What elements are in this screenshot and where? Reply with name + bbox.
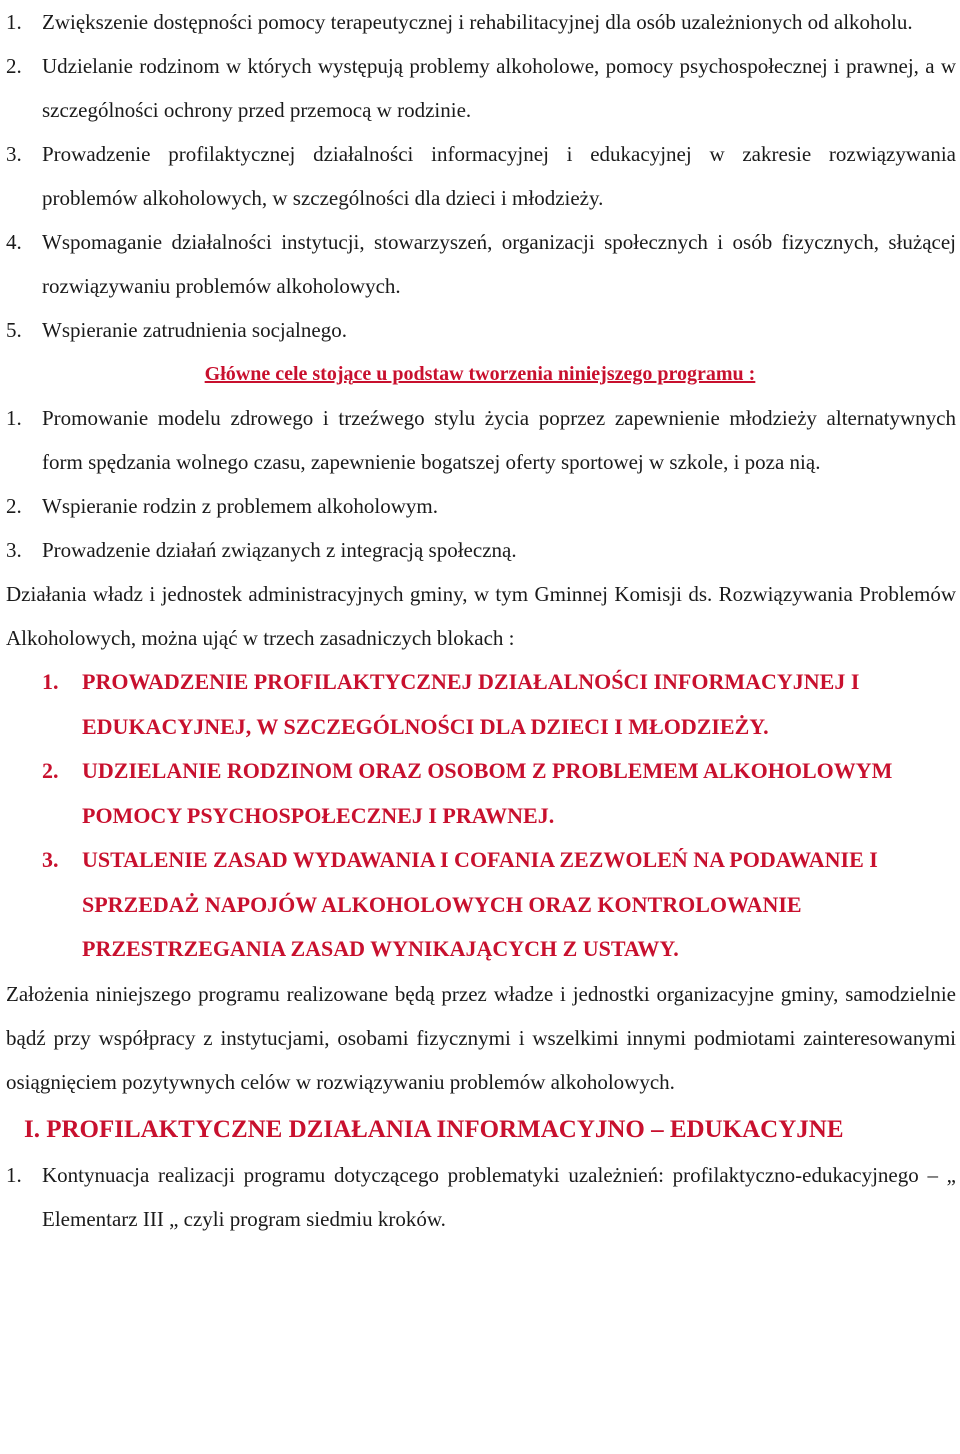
item-text: Wspieranie zatrudnienia socjalnego. [42, 318, 347, 342]
block-item [0, 838, 960, 972]
top-list [0, 0, 960, 352]
item-text: Prowadzenie działań związanych z integracją społeczną. [42, 538, 517, 562]
intro-paragraph: Działania władz i jednostek administracyjnych gminy, w tym Gminnej Komisji ds. Rozwiązywania Problemów Alkoholowych, można ująć w trzech zasadniczych blokach : [6, 582, 956, 650]
list-item [0, 484, 960, 528]
list-item [0, 308, 960, 352]
item-text: Prowadzenie profilaktycznej działalności informacyjnej i edukacyjnej w zakresie rozwiązywania problemów alkoholowych, w szczególności dla dzieci i młodzieży. [42, 142, 956, 210]
list-item [0, 44, 960, 132]
goals-heading: Główne cele stojące u podstaw tworzenia niniejszego programu : [204, 363, 756, 385]
list-item [0, 0, 960, 44]
item-text: Promowanie modelu zdrowego i trzeźwego stylu życia poprzez zapewnienie młodzieży alternatywnych form spędzania wolnego czasu, zapewnienie bogatszej oferty sportowej w szkole, i poza nią. [42, 406, 956, 474]
item-text: UDZIELANIE RODZINOM ORAZ OSOBOM Z PROBLEMEM ALKOHOLOWYM POMOCY PSYCHOSPOŁECZNEJ I PRAWNEJ. [82, 758, 893, 828]
list-item [0, 1153, 960, 1241]
list-item [0, 528, 960, 572]
item-number: 3. [6, 142, 22, 166]
item-number: 1. [6, 1162, 22, 1187]
item-number: 5. [6, 318, 22, 342]
item-text: Udzielanie rodzinom w których występują problemy alkoholowe, pomocy psychospołecznej i prawnej, a w szczególności ochrony przed przemocą w rodzinie. [42, 54, 956, 122]
section-heading: I. PROFILAKTYCZNE DZIAŁANIA INFORMACYJNO – EDUKACYJNE [24, 1115, 844, 1143]
blocks-list [0, 660, 960, 972]
item-text: Wspomaganie działalności instytucji, stowarzyszeń, organizacji społecznych i osób fizycznych, służącej rozwiązywaniu problemów alkoholowych. [42, 230, 956, 298]
list-item [0, 396, 960, 484]
item-number: 4. [6, 230, 22, 254]
block-item [0, 660, 960, 749]
item-number: 3. [42, 847, 59, 872]
item-text: USTALENIE ZASAD WYDAWANIA I COFANIA ZEZWOLEŃ NA PODAWANIE I SPRZEDAŻ NAPOJÓW ALKOHOLOWYCH ORAZ KONTROLOWANIE PRZESTRZEGANIA ZASAD WYNIKAJĄCYCH Z USTAWY. [82, 847, 878, 961]
item-text: Zwiększenie dostępności pomocy terapeutycznej i rehabilitacyjnej dla osób uzależnionych od alkoholu. [42, 10, 913, 34]
item-text: Wspieranie rodzin z problemem alkoholowym. [42, 494, 438, 518]
item-number: 2. [42, 758, 59, 783]
item-number: 2. [6, 494, 22, 518]
list-item [0, 132, 960, 220]
block-item [0, 749, 960, 838]
goals-list [0, 396, 960, 572]
item-number: 1. [42, 669, 59, 694]
item-number: 1. [6, 10, 22, 34]
item-number: 1. [6, 406, 22, 430]
section-list [0, 1153, 960, 1241]
item-text: Kontynuacja realizacji programu dotyczącego problematyki uzależnień: profilaktyczno-edukacyjnego – „ Elementarz III „ czyli program siedmiu kroków. [42, 1162, 956, 1231]
item-text: PROWADZENIE PROFILAKTYCZNEJ DZIAŁALNOŚCI INFORMACYJNEJ I EDUKACYJNEJ, W SZCZEGÓLNOŚCI DLA DZIECI I MŁODZIEŻY. [82, 669, 860, 739]
item-number: 3. [6, 538, 22, 562]
assumptions-paragraph: Założenia niniejszego programu realizowane będą przez władze i jednostki organizacyjne gminy, samodzielnie bądź przy współpracy z instytucjami, osobami fizycznymi i wszelkimi innymi podmiotami zainteresowanymi osiągnięciem pozytywnych celów w rozwiązywaniu problemów alkoholowych. [6, 981, 956, 1094]
item-number: 2. [6, 54, 22, 78]
list-item [0, 220, 960, 308]
